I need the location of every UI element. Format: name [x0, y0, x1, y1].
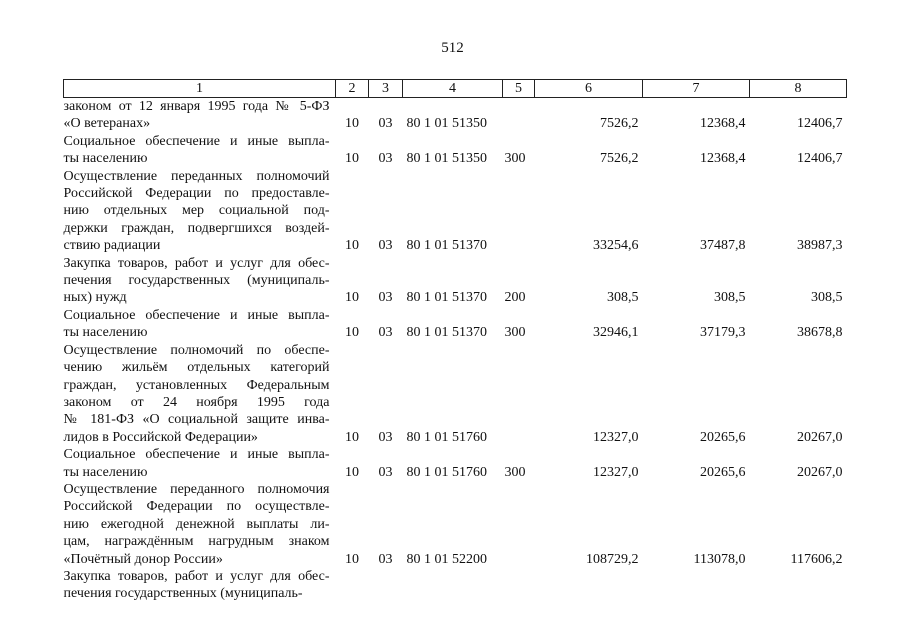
section-code: 10	[345, 464, 359, 480]
description-line: печения государственных (муниципаль-	[63, 273, 330, 289]
description-line: нию ежегодной денежной выплаты ли-	[63, 516, 330, 532]
description-line: ты населению	[63, 464, 148, 480]
expense-type-code: 300	[504, 325, 526, 341]
section-code: 10	[345, 429, 359, 445]
row-description	[64, 168, 336, 255]
subsection-code: 03	[378, 151, 393, 167]
expense-type-code: 300	[504, 464, 526, 480]
amount-col-7: 37179,3	[700, 325, 746, 341]
subsection-code: 03	[378, 290, 393, 306]
description-line: ствию радиации	[63, 238, 161, 254]
expense-type-code: 300	[504, 151, 526, 167]
header-col-3: 3	[369, 80, 403, 98]
subsection-code: 03	[378, 238, 393, 254]
subsection-code: 03	[378, 429, 393, 445]
header-col-4: 4	[403, 80, 503, 98]
description-line: Осуществление переданного полномочия	[63, 481, 330, 497]
amount-col-8: 38678,8	[797, 325, 843, 341]
row-description	[64, 481, 336, 568]
subsection-code: 03	[378, 116, 393, 132]
section-code: 10	[345, 116, 359, 132]
header-col-6: 6	[535, 80, 643, 98]
description-line: нию отдельных мер социальной под-	[63, 203, 330, 219]
amount-col-6: 108729,2	[586, 551, 639, 567]
target-article-code: 80 1 01 51370	[406, 238, 487, 254]
description-line: печения государственных (муниципаль-	[63, 586, 303, 602]
amount-col-8: 20267,0	[797, 429, 843, 445]
row-description	[64, 255, 336, 307]
description-line: граждан, установленных Федеральным	[63, 377, 330, 393]
table-row	[64, 307, 847, 342]
description-line: Социальное обеспечение и иные выпла-	[63, 447, 330, 463]
budget-table	[63, 79, 847, 603]
amount-col-6: 308,5	[607, 290, 639, 306]
table-row	[64, 446, 847, 481]
amount-col-7: 20265,6	[700, 429, 746, 445]
expense-type-code	[503, 168, 535, 255]
target-article-code: 80 1 01 52200	[406, 551, 487, 567]
amount-col-6: 7526,2	[600, 116, 639, 132]
header-row	[64, 80, 847, 98]
expense-type-code	[503, 481, 535, 568]
subsection-code: 03	[378, 325, 393, 341]
description-line: ты населению	[63, 325, 148, 341]
description-line: «Почётный донор России»	[63, 551, 223, 567]
row-description	[64, 446, 336, 481]
description-line: № 181-ФЗ «О социальной защите инва-	[63, 412, 330, 428]
header-col-2: 2	[336, 80, 369, 98]
amount-col-8: 20267,0	[797, 464, 843, 480]
description-line: лидов в Российской Федерации»	[63, 429, 258, 445]
table-row	[64, 255, 847, 307]
amount-col-8: 12406,7	[797, 151, 843, 167]
row-description	[64, 307, 336, 342]
amount-col-8: 12406,7	[797, 116, 843, 132]
description-line: законом от 24 ноября 1995 года	[63, 394, 330, 410]
section-code: 10	[345, 325, 359, 341]
row-description	[64, 342, 336, 446]
expense-type-code: 200	[504, 290, 526, 306]
description-line: ных) нужд	[63, 290, 127, 306]
amount-col-8: 38987,3	[797, 238, 843, 254]
description-line: цам, награждённым нагрудным знаком	[63, 534, 330, 550]
page-number: 512	[441, 40, 464, 56]
section-code: 10	[345, 290, 359, 306]
subsection-code: 03	[378, 551, 393, 567]
target-article-code: 80 1 01 51350	[406, 151, 487, 167]
table-row	[64, 133, 847, 168]
header-col-1: 1	[64, 80, 336, 98]
description-line: Социальное обеспечение и иные выпла-	[63, 133, 330, 149]
amount-col-6: 32946,1	[593, 325, 639, 341]
amount-col-8	[750, 568, 847, 603]
expense-type-code	[503, 342, 535, 446]
table-row	[64, 342, 847, 446]
description-line: «О ветеранах»	[63, 116, 151, 132]
expense-type-code	[503, 98, 535, 133]
description-line: ты населению	[63, 151, 148, 167]
target-article-code: 80 1 01 51370	[406, 325, 487, 341]
amount-col-8: 308,5	[811, 290, 843, 306]
section-code: 10	[345, 238, 359, 254]
header-col-5: 5	[503, 80, 535, 98]
target-article-code: 80 1 01 51760	[406, 464, 487, 480]
description-line: Осуществление переданных полномочий	[63, 168, 330, 184]
amount-col-6: 12327,0	[593, 464, 639, 480]
amount-col-7: 37487,8	[700, 238, 746, 254]
row-description	[64, 568, 336, 603]
description-line: держки граждан, подвергшихся воздей-	[63, 220, 330, 236]
amount-col-7: 308,5	[714, 290, 746, 306]
table-row	[64, 98, 847, 133]
amount-col-7: 113078,0	[693, 551, 746, 567]
description-line: Закупка товаров, работ и услуг для обес-	[63, 255, 330, 271]
target-article-code: 80 1 01 51370	[406, 290, 487, 306]
amount-col-6: 12327,0	[593, 429, 639, 445]
expense-type-code	[503, 568, 535, 603]
row-description	[64, 98, 336, 133]
description-line: Закупка товаров, работ и услуг для обес-	[63, 568, 330, 584]
amount-col-7: 20265,6	[700, 464, 746, 480]
subsection-code	[369, 568, 403, 603]
amount-col-7: 12368,4	[700, 116, 746, 132]
section-code: 10	[345, 151, 359, 167]
target-article-code: 80 1 01 51350	[406, 116, 487, 132]
subsection-code: 03	[378, 464, 393, 480]
description-line: Социальное обеспечение и иные выпла-	[63, 307, 330, 323]
amount-col-7	[643, 568, 750, 603]
table-row	[64, 568, 847, 603]
section-code	[336, 568, 369, 603]
description-line: чению жильём отдельных категорий	[63, 360, 330, 376]
description-line: Российской Федерации по предоставле-	[63, 186, 330, 202]
description-line: Российской Федерации по осуществле-	[63, 499, 330, 515]
amount-col-6: 7526,2	[600, 151, 639, 167]
target-article-code	[403, 568, 503, 603]
header-col-7: 7	[643, 80, 750, 98]
header-col-8: 8	[750, 80, 847, 98]
table-row	[64, 168, 847, 255]
target-article-code: 80 1 01 51760	[406, 429, 487, 445]
section-code: 10	[345, 551, 359, 567]
row-description	[64, 133, 336, 168]
amount-col-8: 117606,2	[790, 551, 843, 567]
description-line: законом от 12 января 1995 года № 5-ФЗ	[63, 99, 330, 114]
description-line: Осуществление полномочий по обеспе-	[63, 342, 330, 358]
table-row	[64, 481, 847, 568]
amount-col-7: 12368,4	[700, 151, 746, 167]
amount-col-6: 33254,6	[593, 238, 639, 254]
amount-col-6	[535, 568, 643, 603]
